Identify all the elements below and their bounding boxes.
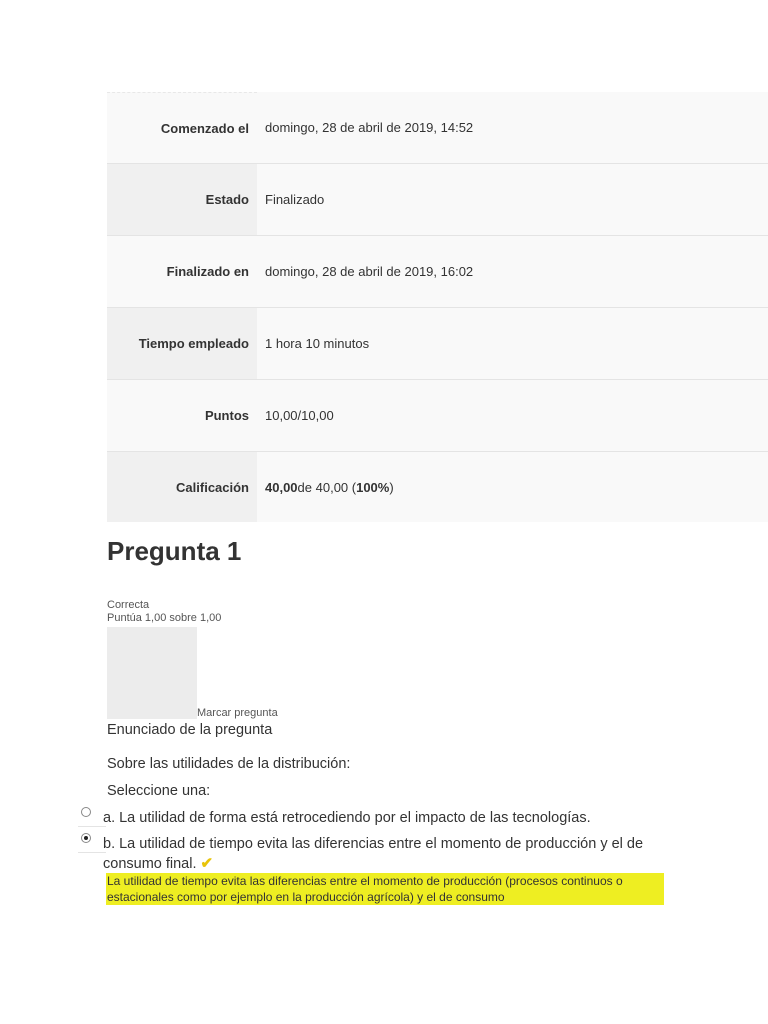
summary-value-grade: [257, 452, 768, 522]
option-a-radio[interactable]: [81, 807, 91, 817]
summary-label: Finalizado en: [107, 236, 257, 307]
flag-question-link[interactable]: Marcar pregunta: [197, 707, 278, 719]
summary-label: Comenzado el: [107, 92, 257, 163]
grade-end: ): [389, 479, 394, 495]
summary-value: Finalizado: [257, 164, 768, 235]
summary-value: domingo, 28 de abril de 2019, 16:02: [257, 236, 768, 307]
summary-value: domingo, 28 de abril de 2019, 14:52: [257, 92, 768, 163]
summary-value: 10,00/10,00: [257, 380, 768, 451]
question-title: Pregunta 1: [107, 536, 242, 566]
check-icon: ✔: [200, 855, 214, 872]
summary-value: 1 hora 10 minutos: [257, 308, 768, 379]
answer-feedback: La utilidad de tiempo evita las diferencias entre el momento de producción (procesos continuos o estacionales como por ejemplo en la producción agrícola) y el de consumo: [106, 873, 664, 905]
summary-label: Puntos: [107, 380, 257, 451]
question-heading: Enunciado de la pregunta: [107, 722, 273, 738]
option-divider: [78, 852, 106, 853]
grade-score: 40,00: [265, 479, 298, 495]
summary-row-state: [107, 164, 768, 236]
summary-row-started: [107, 92, 768, 164]
summary-label: Estado: [107, 164, 257, 235]
option-b-container[interactable]: [103, 835, 663, 874]
summary-row-time: [107, 308, 768, 380]
question-grade: Puntúa 1,00 sobre 1,00: [107, 612, 222, 624]
summary-row-grade: [107, 452, 768, 522]
summary-row-points: [107, 380, 768, 452]
option-a-label[interactable]: a. La utilidad de forma está retrocediendo por el impacto de las tecnologías.: [103, 810, 591, 826]
question-prompt: Seleccione una:: [107, 783, 211, 799]
question-state: Correcta: [107, 599, 150, 611]
attempt-summary-table: [107, 92, 768, 522]
summary-row-finished: [107, 236, 768, 308]
question-info: [107, 599, 221, 625]
flag-question-placeholder[interactable]: [107, 627, 197, 719]
grade-percent: 100%: [356, 479, 390, 495]
option-b-radio[interactable]: [81, 833, 91, 843]
summary-label: Tiempo empleado: [107, 308, 257, 379]
summary-label: Calificación: [107, 452, 257, 522]
grade-mid: de 40,00 (: [297, 479, 357, 495]
option-b-label[interactable]: b. La utilidad de tiempo evita las diferencias entre el momento de producción y el de consumo final.: [103, 836, 644, 872]
option-divider: [78, 826, 106, 827]
question-text: Sobre las utilidades de la distribución:: [107, 756, 351, 772]
